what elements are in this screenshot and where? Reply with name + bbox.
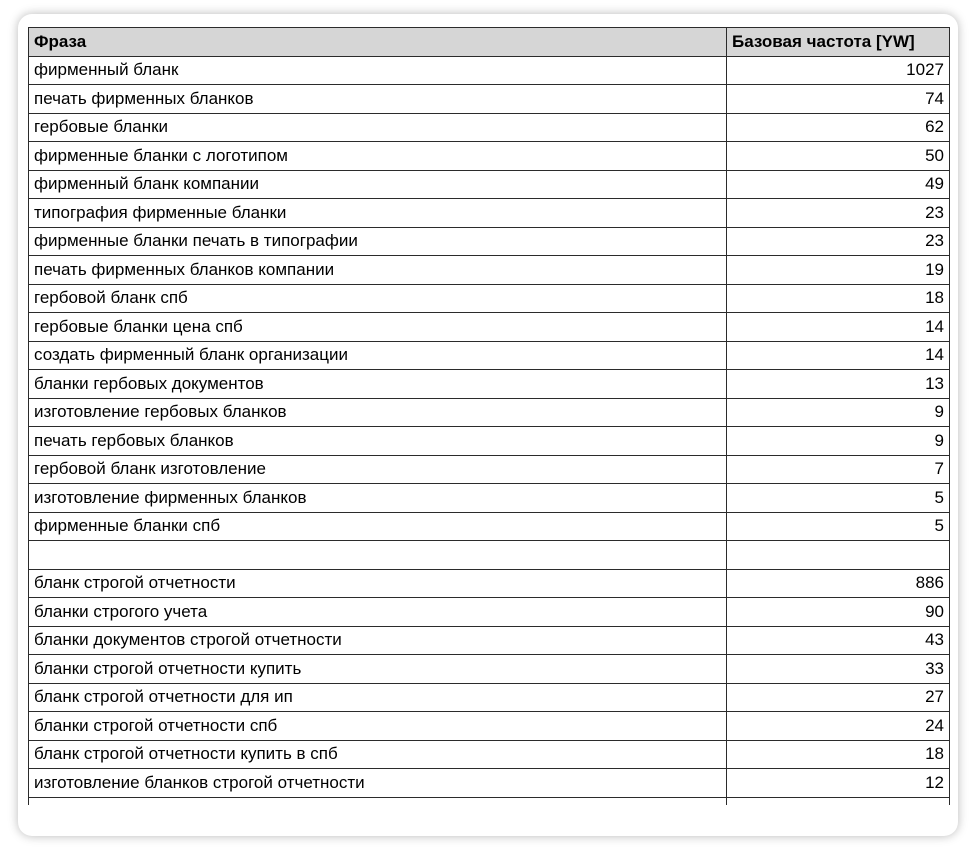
spreadsheet-card	[18, 14, 958, 836]
frequency-cell[interactable]: 18	[727, 284, 950, 313]
keyword-frequency-table	[28, 27, 950, 805]
table-row	[29, 170, 950, 199]
frequency-cell[interactable]: 5	[727, 512, 950, 541]
table-row	[29, 56, 950, 85]
table-row	[29, 427, 950, 456]
table-body	[29, 56, 950, 805]
phrase-cell[interactable]: типография фирменные бланки	[29, 199, 727, 228]
frequency-cell[interactable]: 74	[727, 85, 950, 114]
frequency-cell[interactable]: 14	[727, 341, 950, 370]
table-row	[29, 370, 950, 399]
frequency-cell[interactable]: 7	[727, 455, 950, 484]
frequency-cell[interactable]: 33	[727, 655, 950, 684]
frequency-cell[interactable]: 18	[727, 740, 950, 769]
phrase-cell[interactable]: фирменные бланки с логотипом	[29, 142, 727, 171]
header-row	[29, 28, 950, 57]
phrase-cell[interactable]: бланки строгой отчетности купить	[29, 655, 727, 684]
frequency-cell[interactable]: 62	[727, 113, 950, 142]
table-row	[29, 313, 950, 342]
frequency-cell[interactable]: 1027	[727, 56, 950, 85]
table-row	[29, 85, 950, 114]
phrase-cell[interactable]: печать гербовых бланков	[29, 427, 727, 456]
frequency-cell[interactable]: 49	[727, 170, 950, 199]
phrase-cell[interactable]: изготовление гербовых бланков	[29, 398, 727, 427]
frequency-cell[interactable]: 14	[727, 313, 950, 342]
frequency-cell[interactable]: 23	[727, 199, 950, 228]
table-row	[29, 256, 950, 285]
frequency-cell[interactable]: 90	[727, 598, 950, 627]
phrase-cell[interactable]: печать фирменных бланков компании	[29, 256, 727, 285]
phrase-cell[interactable]: изготовление фирменных бланков	[29, 484, 727, 513]
phrase-cell[interactable]: создать фирменный бланк организации	[29, 341, 727, 370]
frequency-cell[interactable]: 19	[727, 256, 950, 285]
header-base-frequency[interactable]: Базовая частота [YW]	[727, 28, 950, 57]
table-row	[29, 455, 950, 484]
table-row	[29, 712, 950, 741]
frequency-cell[interactable]: 9	[727, 398, 950, 427]
frequency-cell[interactable]: 9	[727, 427, 950, 456]
table-row	[29, 142, 950, 171]
frequency-cell[interactable]: 23	[727, 227, 950, 256]
table-row	[29, 655, 950, 684]
table-row	[29, 598, 950, 627]
table-row	[29, 769, 950, 798]
table-row	[29, 484, 950, 513]
phrase-cell[interactable]: гербовой бланк изготовление	[29, 455, 727, 484]
phrase-cell[interactable]: гербовые бланки цена спб	[29, 313, 727, 342]
table-row	[29, 398, 950, 427]
table-row	[29, 284, 950, 313]
phrase-cell[interactable]: фирменный бланк компании	[29, 170, 727, 199]
phrase-cell[interactable]	[29, 541, 727, 570]
table-row	[29, 199, 950, 228]
phrase-cell[interactable]: бланки строгой отчетности спб	[29, 712, 727, 741]
phrase-cell[interactable]: печать фирменных бланков	[29, 85, 727, 114]
header-phrase[interactable]: Фраза	[29, 28, 727, 57]
frequency-cell[interactable]	[727, 541, 950, 570]
phrase-cell[interactable]: бланки строгого учета	[29, 598, 727, 627]
frequency-cell[interactable]: 24	[727, 712, 950, 741]
phrase-cell[interactable]: бланк строгой отчетности для ип	[29, 683, 727, 712]
phrase-cell[interactable]: бланки документов строгой отчетности	[29, 626, 727, 655]
phrase-cell[interactable]: гербовой бланк спб	[29, 284, 727, 313]
phrase-cell[interactable]: фирменные бланки спб	[29, 512, 727, 541]
frequency-cell[interactable]: 43	[727, 626, 950, 655]
phrase-cell[interactable]: бланк строгой отчетности купить в спб	[29, 740, 727, 769]
frequency-cell[interactable]: 5	[727, 484, 950, 513]
frequency-cell[interactable]: 886	[727, 569, 950, 598]
frequency-cell	[727, 797, 950, 805]
table-row	[29, 113, 950, 142]
table-row	[29, 541, 950, 570]
table-row	[29, 626, 950, 655]
frequency-cell[interactable]: 50	[727, 142, 950, 171]
phrase-cell[interactable]: фирменный бланк	[29, 56, 727, 85]
table-row	[29, 341, 950, 370]
phrase-cell[interactable]: бланки гербовых документов	[29, 370, 727, 399]
table-row	[29, 512, 950, 541]
table-row	[29, 740, 950, 769]
table-row	[29, 569, 950, 598]
frequency-cell[interactable]: 13	[727, 370, 950, 399]
frequency-cell[interactable]: 27	[727, 683, 950, 712]
phrase-cell	[29, 797, 727, 805]
phrase-cell[interactable]: изготовление бланков строгой отчетности	[29, 769, 727, 798]
table-row-partial	[29, 797, 950, 805]
table-row	[29, 683, 950, 712]
phrase-cell[interactable]: бланк строгой отчетности	[29, 569, 727, 598]
phrase-cell[interactable]: гербовые бланки	[29, 113, 727, 142]
phrase-cell[interactable]: фирменные бланки печать в типографии	[29, 227, 727, 256]
frequency-cell[interactable]: 12	[727, 769, 950, 798]
table-row	[29, 227, 950, 256]
